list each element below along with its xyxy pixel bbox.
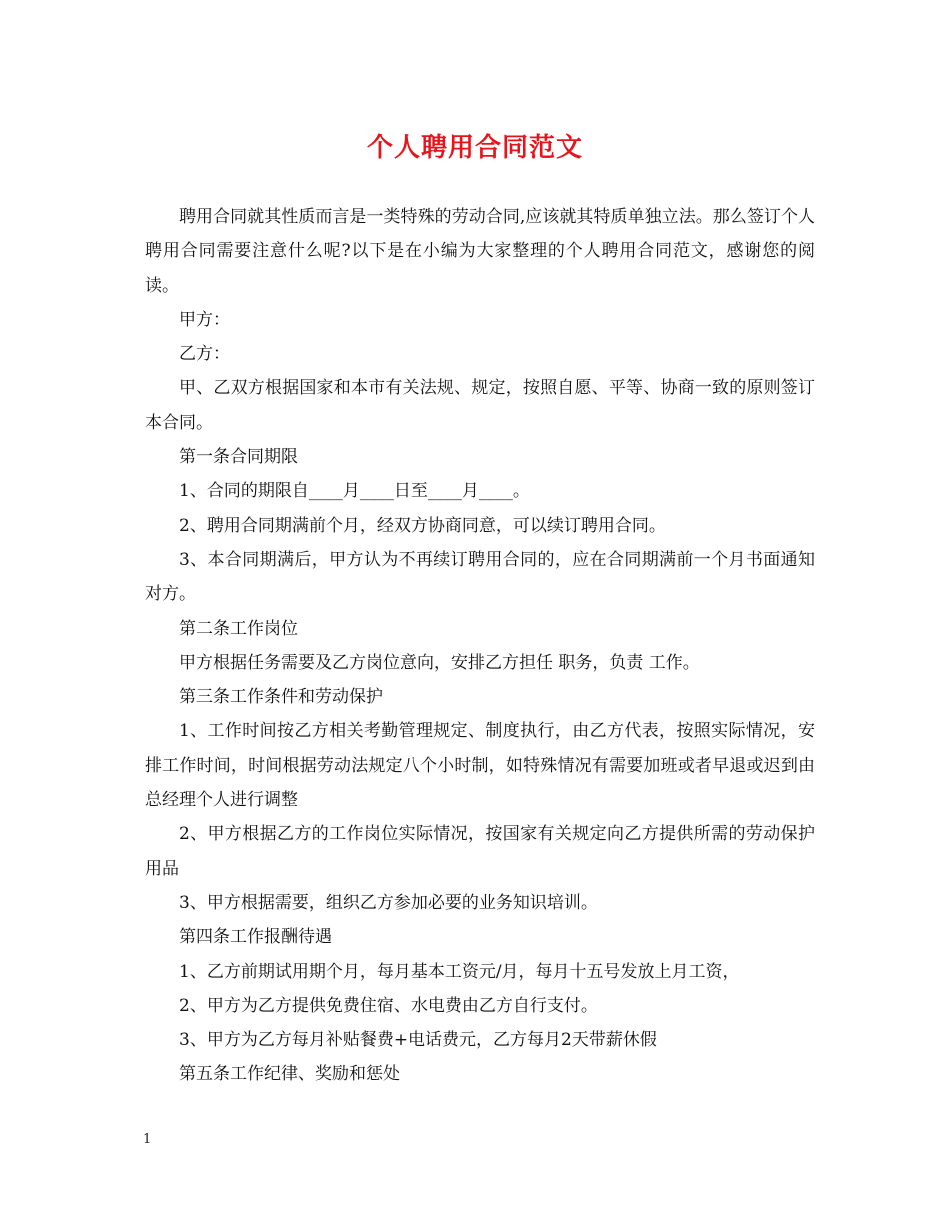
clause-1-3: 3、本合同期满后，甲方认为不再续订聘用合同的，应在合同期满前一个月书面通知对方。 bbox=[145, 549, 815, 605]
document-body bbox=[145, 200, 815, 1092]
paragraph-party-b: 乙方： bbox=[179, 344, 230, 365]
clause-1-1: 1、合同的期限自____月____日至____月____。 bbox=[179, 481, 530, 502]
section-heading-1: 第一条合同期限 bbox=[179, 447, 298, 468]
document-title: 个人聘用合同范文 bbox=[366, 133, 583, 163]
paragraph-party-a: 甲方： bbox=[179, 309, 230, 330]
clause-3-2: 2、甲方根据乙方的工作岗位实际情况，按国家有关规定向乙方提供所需的劳动保护用品 bbox=[145, 824, 815, 879]
clause-3-1: 1、工作时间按乙方相关考勤管理规定、制度执行，由乙方代表，按照实际情况，安排工作时间，时间根据劳动法规定八个小时制，如特殊情况有需要加班或者早退或迟到由总经理个人进行调整 bbox=[145, 721, 815, 811]
clause-4-1: 1、乙方前期试用期个月，每月基本工资元/月，每月十五号发放上月工资， bbox=[179, 961, 740, 982]
clause-1-2: 2、聘用合同期满前个月，经双方协商同意，可以续订聘用合同。 bbox=[179, 515, 666, 536]
page-number: 1 bbox=[143, 1132, 152, 1147]
clause-3-3: 3、甲方根据需要，组织乙方参加必要的业务知识培训。 bbox=[179, 892, 598, 913]
clause-4-2: 2、甲方为乙方提供免费住宿、水电费由乙方自行支付。 bbox=[179, 995, 598, 1016]
section-heading-4: 第四条工作报酬待遇 bbox=[179, 927, 332, 948]
section-heading-2: 第二条工作岗位 bbox=[179, 618, 298, 639]
paragraph-intro: 聘用合同就其性质而言是一类特殊的劳动合同,应该就其特质单独立法。那么签订个人聘用合同需要注意什么呢?以下是在小编为大家整理的个人聘用合同范文，感谢您的阅读。 bbox=[145, 207, 815, 296]
section-heading-5: 第五条工作纪律、奖励和惩处 bbox=[179, 1064, 400, 1085]
section-heading-3: 第三条工作条件和劳动保护 bbox=[179, 687, 383, 708]
clause-4-3: 3、甲方为乙方每月补贴餐费+电话费元，乙方每月2天带薪休假 bbox=[179, 1030, 657, 1051]
clause-2-1: 甲方根据任务需要及乙方岗位意向，安排乙方担任 职务，负责 工作。 bbox=[179, 652, 700, 673]
paragraph-preamble: 甲、乙双方根据国家和本市有关法规、规定，按照自愿、平等、协商一致的原则签订本合同。 bbox=[145, 378, 815, 433]
